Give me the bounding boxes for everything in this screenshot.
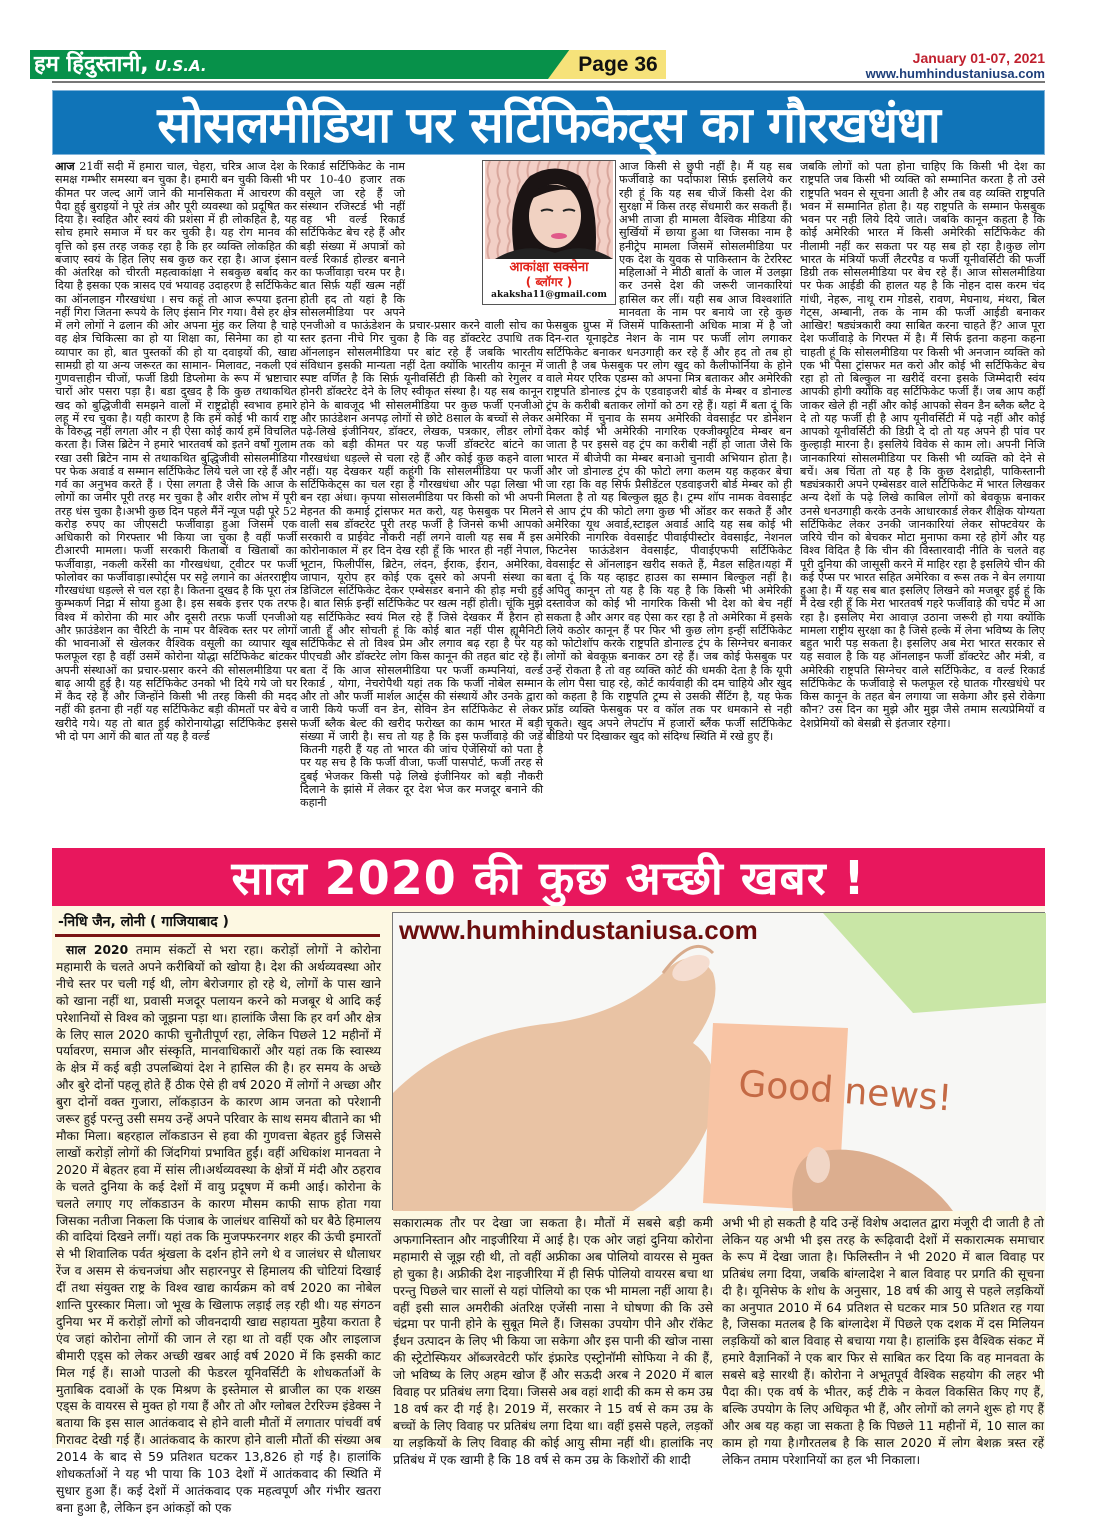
article-2-right-column (722, 1215, 1044, 1467)
page-number: Page 36 (578, 53, 658, 76)
author-email[interactable]: akaksha11@gmail.com (491, 290, 607, 300)
article-column-4 (800, 160, 1045, 837)
column-text: अभी भी हो सकती है यदि उन्हें विशेष अदालत द्वारा मंजूरी दी जाती है तो लेकिन यह अभी भी इस तरह के रूढ़िवादी देशों में सकारात्मक समाचार के रूप में देखा जाता है। फिलिस्तीन ने भी 2020 में बाल विवाह पर प्रतिबंध लगा दिया, जबकि बांग्लादेश ने बाल विवाह पर प्रगति की सूचना दी है। यूनिसेफ के शोध के अनुसार, 18 वर्ष की आयु से पहले लड़कियों का अनुपात 2010 में 64 प्रतिशत से घटकर मात्र 50 प्रतिशत रह गया है, जिसका मतलब है कि बांग्लादेश में पिछले एक दशक में दस मिलियन लड़कियों को बाल विवाह से बचाया गया है। हालांकि इस वैश्विक संकट में हमारे वैज्ञानिकों ने एक बार फिर से साबित कर दिया कि वह मानवता के सबसे बड़े सारथी हैं। कोरोना ने अभूतपूर्व वैश्विक सहयोग की लहर भी पैदा की। एक वर्ष के भीतर, कई टीके न केवल विकसित किए गए हैं, बल्कि उपयोग के लिए अधिकृत भी हैं, और लोगों को लगने शुरू हो गए हैं और अब यह कहा जा सकता है कि पिछले 11 महीनों में, 10 साल का काम हो गया है।गौरतलब है कि साल 2020 में लोग बेशक़ त्रस्त रहें लेकिन तमाम परेशानियों का हल भी निकाला। (722, 1216, 1044, 1467)
note-lettering: Good news! (737, 1063, 954, 1120)
column-text: सकारात्मक तौर पर देखा जा सकता है। मौतों में सबसे बड़ी कमी अफगानिस्तान और नाइजीरिया में आई है। एक ओर जहां दुनिया कोरोना महामारी से जूझ रही थी, तो वहीं अफ्रीका अब पोलियो वायरस से मुक्त हो चुका है। अफ्रीकी देश नाइजीरिया में ही सिर्फ पोलियो वायरस बचा था परन्तु पिछले चार सालों से यहां पोलियो का एक भी मामला नहीं आया है। वहीं इसी साल अमरीकी अंतरिक्ष एजेंसी नासा ने घोषणा की कि उसे चंद्रमा पर पानी होने के सुबूत मिले हैं। जिसका उपयोग पीने और रॉकेट ईंधन उत्पादन के लिए भी किया जा सकेगा और इस पानी की खोज नासा की स्ट्रेटोस्फियर ऑब्जरवेटरी फॉर इंफ्रारेड एस्ट्रोनॉमी सोफिया ने की हैं, जो भविष्य के लिए अहम खोज हैं और सऊदी अरब ने 2020 में बाल विवाह पर प्रतिबंध लगा दिया। जिससे अब वहां शादी की कम से कम उम्र 18 वर्ष कर दी गई है। 2019 में, सरकार ने 15 वर्ष से कम उम्र के बच्चों के लिए विवाह पर प्रतिबंध लगा दिया था। वहीं इससे पहले, लड़कों या लड़कियों के लिए विवाह की कोई आयु सीमा नहीं थी। हालांकि नए प्रतिबंध में एक खामी है कि 18 वर्ष से कम उम्र के किशोरों की शादी (393, 1216, 713, 1467)
byline-divider (55, 934, 380, 937)
article-column-1 (55, 160, 297, 837)
newspaper-suffix: U.S.A. (154, 57, 207, 75)
article-headline: सोसलमीडिया पर सर्टिफिकेट्स का गौरखधंधा (157, 95, 940, 154)
banner-headline: साल 2020 की कुछ अच्छी खबर ! (231, 851, 866, 905)
column-text: तमाम संकटों से भरा रहा। करोड़ों लोगों ने कोरोना महामारी के चलते अपने करीबियों को खोया है। देश की अर्थव्यवस्था ओर नीचे स्तर पर चली गई थी, लोग बेरोजगार हो रहे थे, लोगों के पास खाने को खाना नहीं था, प्रवासी मजदूर पलायन करने को मजबूर थे आदि कई परेशानियों से विश्व को जूझना पड़ा था। हालांकि जैसा कि हर वर्ग और क्षेत्र के लिए साल 2020 काफी चुनौतीपूर्ण रहा, लेकिन पिछले 12 महीनों में पर्यावरण, समाज और संस्कृति, मानवाधिकारों और यहां तक कि स्वास्थ्य के क्षेत्र में कई बड़ी उपलब्धियां देश ने हासिल की है। हर समय के अच्छे और बुरे दोनों पहलू होते हैं ठीक ऐसे ही वर्ष 2020 में लोगों ने अच्छा और बुरा दोनों वक्त गुजारा, लॉकड़ाउन के कारण आम जनता को परेशानी जरूर हुई परन्तु उसी समय उन्हें अपने परिवार के साथ समय बीताने का भी मौका मिला। बहरहाल लॉकडाउन से हवा की गुणवत्ता बेहतर हुई जिससे लाखों करोड़ों लोगों की जिंदगियां प्रभावित हुईं। वहीं अधिकांश मानवता ने 2020 में बेहतर हवा में सांस ली।अर्थव्यवस्था के क्षेत्रों में मंदी और ठहराव के चलते दुनिया के कई देशों में वायु प्रदूषण में कमी आई। कोरोना के चलते लगाए गए लॉकडाउन के कारण मौसम काफी साफ होता गया जिसका नतीजा निकला कि पंजाब के जालंधर वासियों को घर बैठे हिमालय की वादियां दिखने लगीं। यहां तक कि मुजफ्फरनगर शहर की ऊंची इमारतों से भी शिवालिक पर्वत श्रृंखला के दर्शन होने लगे थे व जालंधर से धौलाधर रेंज व असम से कंचनजंघा और सहारनपुर से हिमालय की चोटियां दिखाई दीं तथा संयुक्त राष्ट्र के विश्व खाद्य कार्यक्रम को वर्ष 2020 का नोबेल शान्ति पुरस्कार मिला। जो भूख के खिलाफ लड़ाई लड़ रही थी। यह संगठन दुनिया भर में करोड़ों लोगों को जीवनदायी खाद्य सहायता मुहैया कराता है एंव जहां कोरोना लोगों की जान ले रहा था तो वहीं एक और लाइलाज बीमारी एड्स को लेकर अच्छी खबर आई वर्ष 2020 में कि इसकी काट मिल गई हैं। साओ पाउलो की फेडरल यूनिवर्सिटी के शोधकर्ताओं के मुताबिक दवाओं के एक मिश्रण के इस्तेमाल से ब्राजील का एक शख्स एड्स के वायरस से मुक्त हो गया हैं और तो और ग्लोबल टेररिज्म इंडेक्स ने बताया कि इस साल आतंकवाद से होने वाली मौतों में लगातार पांचवीं वर्ष गिरावट देखी गई हैं। आतंकवाद के कारण होने वाली मौतों की संख्या अब 2014 के बाद से 59 प्रतिशत घटकर 13,826 हो गई है। हालांकि शोधकर्ताओं ने यह भी पाया कि 103 देशों में आतंकवाद की स्थिति में सुधार हुआ हैं। कई देशों में आतंकवाद एक महत्वपूर्ण और गंभीर खतरा बना हुआ है, लेकिन इन आंकड़ों को एक (56, 943, 381, 1515)
byline: -निधि जैन, लोनी ( गाजियाबाद ) (58, 914, 229, 930)
newspaper-name (34, 50, 207, 81)
lead-word: आज (55, 159, 75, 173)
issue-date: January 01-07, 2021 (912, 50, 1045, 66)
author-name: आकांक्षा सक्सेना (509, 260, 589, 275)
section-banner (52, 848, 1045, 906)
article-2-left-column (56, 942, 381, 1515)
lead-word: साल 2020 (66, 943, 129, 957)
image-watermark-url: www.humhindustaniusa.com (399, 915, 758, 945)
article-2-middle-column (393, 1215, 713, 1467)
author-role: ( ब्लॉगर ) (525, 275, 573, 289)
column-text: 21वीं सदी में हमारा चाल, चेहरा, चरित्र आज देश के समक्ष गम्भीर समस्या बन चुका है। हमारी बन चुकी किसी भी कीमत पर जल्द आगें जाने की मानसिकता में आचरण की पैदा हुई बुराइयों ने पूरे तंत्र और पूरी व्यवस्था को प्रदूषित कर दिया है। स्वहित और स्वयं की प्रशंसा में ही लोकहित है, यह सोच हमारे समाज में घर कर चुकी है। यह रोग मानव की वृत्ति को इस तरह जकड़ रहा है कि हर व्यक्ति लोकहित की बजाए स्वयं के हित लिए सब कुछ कर रहा है। आज इंसान की अंतरिक्ष को चीरती महत्वाकांक्षा ने सबकुछ बर्बाद कर दिया है इसका एक त्रासद एवं भयावह उदाहरण है सर्टिफिकेट का ऑनलाइन गौरखधंधा । सच कहूं तो आज रूपया इतना नहीं गिरा जितना रूपये के लिए इंसान गिर गया। वैसे हर क्षेत्र में लगे लोगों ने ढलान की ओर अपना मुंह कर लिया है चाहे वह क्षेत्र चिकित्सा का हो या शिक्षा का, सिनेमा का हो या व्यापार का हो, बात पुस्तकों की हो या दवाइयों की, खाद्य सामग्री हो या अन्य जरूरत का सामान- मिलावट, नकली एवं गुणवत्ताहीन चीजों, फर्जी डिग्री डिप्लोमा के रूप में भ्रष्टाचार चारों ओर पसरा पड़ा है। बडा दुखद है कि कुछ तथाकथित खद को बुद्धिजीवी समझने वालों में राष्ट्रद्रोही स्वभाव हमारे लहू में रच चुका है। यही कारण है कि हमें कोई भी कार्य राष्ट्र के विरुद्ध नहीं लगता और न ही ऐसा कोई कार्य हमें विचलित करता है। जिस ब्रिटेन ने हमारे भारतवर्ष को इतने वर्षों गुलाम रखा उसी ब्रिटेन नाम से तथाकथित बुद्धिजीवी सोसलमीडिया पर फेक अवार्ड व सम्मान सर्टिफिकेट लिये चले जा रहे हैं और गर्व का अनुभव करते हैं । ऐसा लगता है जैसे कि आज के लोगों का जमीर पूरी तरह मर चुका है और शरीर लोभ में पूरी तरह धंस चुका है।अभी कुछ दिन पहले मैंनें न्यूज पढ़ी पूरे 52 करोड़ रुपए का जीएसटी फर्जीवाड़ा हुआ जिसमें एक अधिकारी को गिरफ्तार भी किया जा चुका है वहीं फर्जी टीआरपी मामला। फर्जी सरकारी किताबों व खिताबों का फर्जीवाड़ा, नकली करेंसी का गौरखधंधा, ट्वीटर पर फर्जी फोलोवर का फर्जीवाड़ा।स्पोर्ट्स पर सट्टे लगाने का अंतरराष्ट्रीय गौरखधंधा धड़ल्ले से चल रहा है। कितना दुखद है कि पूरा तंत्र कुम्भकर्ण निद्रा में सोया हुआ है। इस सबके इत्तर एक तरफ विश्व में कोरोना की मार और दूसरी तरफ़ फर्जी एनजीओ और फ़ाउंडेशन का चैरिटी के नाम पर वैश्विक स्तर पर लोगों की भावनाओं से खेलकर वैश्विक वसूली का व्यापार खूब फलफूल रहा है वहीं उसमें कोरोना योद्धा सर्टिफिकेट बांटकर अपनी संस्थाओं का प्रचार-प्रसार करने की सोसलमीडिया पर बाढ़ आयी हुई है। यह सर्टिफिकेट उनको भी दिये गये जो घर में कैद रहे हैं और जिन्होंने किसी भी तरह किसी की मदद नहीं की इतना ही नहीं यह सर्टिफिकेट बड़ी कीमतों पर बेचे व खरीदे गये। यह तो बात हुई कोरोनायोद्धा सर्टिफिकेट इससे भी दो पग आगें की बात तो यह है वर्ल्ड (55, 160, 297, 743)
column-text: जबकि लोगों को पता होना चाहिए कि किसी भी देश का राष्ट्रपति जब किसी भी व्यक्ति को सम्मानित करता है तो उसे राष्ट्रपति भवन से सूचना आती है और तब वह व्यक्ति राष्ट्रपति भवन में सम्मानित होता है। यह राष्ट्रपति के सम्मान फेसबुक भवन पर नही लिये दिये जाते। जबकि कानून कहता है कि कोई अमेरिकी भारत में किसी अमेरिकी सर्टिफिकेट की नीलामी नहीं कर सकता पर यह सब हो रहा है।कुछ लोग भारत के मंत्रियों फर्जी लैटरपैड व फर्जी यूनीवर्सिटी की फर्जी डिग्री तक सोसलमीडिया पर बेच रहे हैं। आज सोसलमीडिया पर फेक आईडी की हालत यह है कि नोहन दास करम चंद गांधी, नेहरू, नाथू राम गोडसे, रावण, मेघनाथ, मंथरा, बिल गेट्स, अम्बानी, तक के नाम की फर्जी आईडी बनाकर आखिर! षड्यंत्रकारी क्या साबित करना चाहते हैं? आज पूरा देश फर्जीवाड़े के गिरफ्त में है। मैं सिर्फ इतना कहना कहना चाहती हूं कि सोसलमीडिया पर किसी भी अनजान व्यक्ति को एक भी पैसा ट्रांसफर मत करो और कोई भी सर्टिफिकेट बेच रहा हो तो बिल्कुल ना खरीदें वरना इसके जिम्मेदारी स्वंय आपकी होगी क्योंकि वह सर्टिफिकेट फर्जी हैं। जब आप कहीं जाकर खेले ही नहीं और कोई आपको सेवन डैन ब्लैक ब्लैट दे दे तो यह फर्जी ही है आप यूनीवर्सिटी में पढ़े नहीं और कोई आपको यूनीवर्सिटी की डिग्री दे दो तो यह अपने ही पांव पर कुल्हाड़ी मारना है। इसलिये विवेक से काम लो। अपनी निजि जानकारियां सोसलमीडिया पर किसी भी व्यक्ति को देने से बचें। अब चिंता तो यह है कि कुछ देशद्रोही, पाकिस्तानी षड्यंत्रकारी अपने एम्बेसडर वाले सर्टिफिकेट में भारत लिखकर अन्य देशों के पढ़े लिखे काबिल लोगों को बेवकूफ़ बनाकर उनसे धनउगाही करके उनके आधारकार्ड लेकर शैक्षिक योग्यता सर्टिफिकेट लेकर उनकी जानकारियां लेकर सोफ्टवेयर के जरिये चीन को बेचकर मोटा मुनाफा कमा रहे होगें और यह विश्व विदित है कि चीन की विस्तारवादी नीति के चलते वह पूरी दुनिया की जासूसी करने में माहिर रहा है इसलिये चीन की कई ऐप्स पर भारत सहित अमेरिका व रूस तक ने बेन लगाया हुआ है। मैं यह सब बात इसलिए लिखने को मजबूर हुई हूं कि मैं देख रही हूँ कि मेरा भारतवर्ष गहरे फर्जीवाड़े की चपेट में आ रहा है। इसलिए मेरा आवाज़ उठाना जरूरी हो गया क्योंकि मामला राष्ट्रीय सुरक्षा का है जिसे हल्के में लेना भविष्य के लिए बहुत भारी पड़ सकता है। इसलिए अब मेरा भारत सरकार से यह सवाल है कि यह ऑनलाइन फर्जी डॉक्टरेट और मंत्री, व अमेरिकी राष्ट्रपति सिग्नेचर वाले सर्टिफिकेट, व वर्ल्ड रिकार्ड सर्टिफिकेट के फर्जीवाड़े से फलफूल रहे घातक गौरखधंधे पर किस कानून के तहत बेन लगाया जा सकेगा और इसे रोकेगा कौन? उस दिन का मुझे और मुझ जैसे तमाम सत्यप्रेमियों व देशप्रेमियों को बेसब्री से इंतजार रहेगा। (800, 160, 1045, 730)
headline-banner (52, 90, 1045, 155)
column-text: आज किसी से छुपी नहीं है। मैं यह सब फर्जीवाड़े का पर्दाफाश सिर्फ़ इसलिये कर रही हूं कि यह सब चीजें किसी देश की सुरक्षा में किस तरह सेंधमारी कर सकती हैं। अभी ताजा ही मामला वैश्विक मीडिया की सुर्खियों में छाया हुआ था जिसका नाम है हनीट्रेप मामला जिसमें सोसलमीडिया पर एक देश के युवक से पाकिस्तान के टेररिस्ट महिलाओं ने मीठी बातों के जाल में उलझा कर उनसे देश की जरूरी जानकारियां हासिल कर लीं। यही सब आज विश्वशांति मानवता के नाम पर बनाये जा रहे कुछ फेसबुक ग्रुप्स में जिसमें पाकिस्तानी अधिक मात्रा में है जो दिन-रात यूनाइटेड नेशन के नाम पर फर्जी लोग लगाकर सर्टिफिकेट बनाकर धनउगाही कर रहे हैं और हद तो तब हो जाती है जब फेसबुक पर लोग खुद को कैलीफोर्निया के होने वाले मेयर एरिक एडम्स को अपना मित्र बताकर और अमेरिकी राष्ट्रपति डोनाल्ड ट्रंप के एडवाइजरी बोर्ड के मेम्बर व डोनाल्ड ट्रंप के करीबी बताकर लोगों को ठग रहे हैं। यहां मैं बता दूं कि अमेरिका में चुनाव के समय अमेरिकी वेवसाईट पर डोनेशन देकर कोई भी अमेरिकी नागरिक एक्जीक्यूटिव मेम्बर बन जाता है पर इससे वह ट्रंप का करीबी नहीं हो जाता जैसे कि भारत में बीजेपी का मेम्बर बनाओ चुनावी अभियान होता है। और जो डोनाल्ड ट्रंप की फोटो लगा कलम यह कहकर बेचा जा रहा कि वह सिर्फ प्रैसीडेंटल एडवाइजरी बोर्ड मेम्बर को ही मिलता है तो यह बिल्कुल झूठ है। ट्रम्प शॉप नामक वेवसाईट से आप ट्रंप की फोटो लगा कुछ भी ऑडर कर सकते हैं और अमेरिका यूथ अवार्ड,स्टाइल अवार्ड आदि यह सब कोई भी अमेरिकी नागरिक वेवसाईट पीवाईपीस्टोर वेवसाईट, नेशनल फिटनेस फाऊंडेशन वेवसाईट, पीवाईएफपी सर्टिफिकेट वेवसाईट से ऑनलाइन खरीद सकते हैं, मैडल सहित।यहां मैं बता दूं कि यह व्हाइट हाउस का सम्मान बिल्कुल नहीं है। अपितु कानून तो यह है कि यह है कि किसी भी अमेरिकी दस्तावेज को कोई भी नागरिक किसी भी देश को बेच नहीं सकता है और अगर वह ऐसा कर रहा है तो अमेरिका में इसके लिये कठोर कानून हैं पर फिर भी कुछ लोग इन्हीं सर्टिफिकेट को फोटोशॉप करके राष्ट्रपति डोनाल्ड ट्रंप के सिग्नेचर बनाकर लोगों को बेवकूफ़ बनाकर ठग रहे हैं। जब कोई फेसबुक पर उन्हें रोकता है तो वह व्यक्ति कोर्ट की धमकी देता है कि यूपी के लोग पैसा चाह रहे, कोर्ट कार्यवाही की दम चाहिये और खुद को कहता है कि राष्ट्रपति ट्रम्प से उसकी सैंटिंग है, यह फेक फ्रॉड व्यक्ति फेसबुक पर व कॉल तक पर धमकाने से नही चूकते। खुद अपने लेपटॉप में हजारों ब्लैंक फर्जी सर्टिफिकेट बीडियो पर दिखाकर खुद को संदिग्ध स्थिति में रखे हुए हैं। (546, 160, 792, 743)
column-text: रिकार्ड सर्टिफिकेट के नाम पर 10-40 हजार तक वसूले जा रहे हैं जो संस्थान रजिस्टर्ड भी नहीं वह भी वर्ल्ड रिकार्ड सर्टिफिकेट बेच रहे हैं और बड़ी संख्या में अपात्रों को वर्ल्ड रिकार्ड होल्डर बनाने का फर्जीवाड़ा चरम पर है। बात सिर्फ़ यहीं खत्म नहीं होती हद तो यहां है कि सोसलमीडिया पर अपने एनजीओ व फाऊंडेशन के प्रचार-प्रसार करने वाली सोच का स्तर इतना नीचे गिर चुका है कि वह डॉक्टरेट उपाधि तक ऑनलाइन सोसलमीडिया पर बांट रहे हैं जबकि भारतीय संविधान इसकी मान्यता नहीं देता क्योंकि भारतीय कानून में स्पष्ट वर्णित है कि सिर्फ़ यूनीवर्सिटी ही किसी को रेगुलर व होनरी डॉक्टरेट देने के लिए स्वीकृत संस्था है। यह सब कानून होने के बावजूद भी सोसलमीडिया पर कुछ फर्जी एनजीओ और फ़ाउंडेशन अनपढ़ लोगों से छोटे 8साल के बच्चों से लेकर पढ़े-लिखे इंजीनियर, डॉक्टर, लेखक, पत्रकार, लीडर लोगों तक को बड़ी कीमत पर यह फर्जी डॉक्टरेट बांटने का गौरखधंधा धड़ल्ले से चला रहे हैं और कोई कुछ कहने वाला नहीं। यह देखकर यहीं कहूंगी कि सोसलमीडिया पर फर्जी सर्टिफिकेट्स का चल रहा है गौरखधंधा और पढ़ा लिखा भी बन रहा अंधा। कृपया सोसलमीडिया पर किसी को भी अपनी मेहनत की कमाई ट्रांसफर मत करो, यह फेसबुक पर मिलने वाली सब डॉक्टरेट पूरी तरह फर्जी है जिनसे कभी आपको सरकारी व प्राईवेट नौकरी नहीं लगने वाली यह सब मैं इस कोरोनाकाल में हर दिन देख रही हूँ कि भारत ही नहीं नेपाल, भूटान, फिलीपींस, ब्रिटेन, लंदन, ईराक, ईरान, अमेरिका, जापान, यूरोप हर कोई एक दूसरे को अपनी संस्था का डिजिटल सर्टिफिकेट देकर एम्बेसडर बनाने की होड़ मची हुई है। बात सिर्फ़ इन्हीं सर्टिफिकेट पर खत्म नहीं होती। चूंकि मुझे यह सर्टिफिकेट स्वयं मिल रहे हैं जिसे देखकर मैं हैरान हो जाती हूँ और सोचती हूं कि कोई बात नहीं पीस ह्यूमैनिटी सर्टिफिकेट से तो विश्व प्रेम और लगाव बढ़ रहा है पर यह पीएचडी और डॉक्टरेट लोग किस कानून की तहत बांट रहे हैं। बता दें कि आज सोसलमीडिया पर फर्जी कम्पनियां, वर्ल्ड रिकार्ड , योगा, नेचरोपैथी यहां तक कि फर्जी नोबेल सम्मान और तो और फर्जी मार्शल आर्ट्स की संस्थायें और उनके द्वारा जारी किये फर्जी वन डेन, सेविन डेन सर्टिफिकेट से लेकर फर्जी ब्लैक बेल्ट की खरीद फरोख्त का काम भारत में बड़ी संख्या में जारी है। सच तो यह है कि इस फर्जीवाड़े की जड़ें कितनी गहरी हैं यह तो भारत की जांच ऐजेंसियों को पता है पर यह सच है कि फर्जी वीजा, फर्जी पासपोर्ट, फर्जी तरह से दुबई भेजकर किसी पढ़े लिखे इंजीनियर को बड़ी नौकरी दिलाने के झांसे में लेकर दूर देश भेज कर मजदूर बनाने की कहानी (300, 160, 543, 809)
good-news-image (392, 912, 1045, 1210)
author-photo-box (482, 160, 616, 305)
author-photo (485, 161, 613, 259)
website-link[interactable]: www.humhindustaniusa.com (865, 66, 1045, 81)
newspaper-title: हम हिंदुस्तानी, (34, 52, 149, 77)
header-divider (52, 81, 1045, 83)
